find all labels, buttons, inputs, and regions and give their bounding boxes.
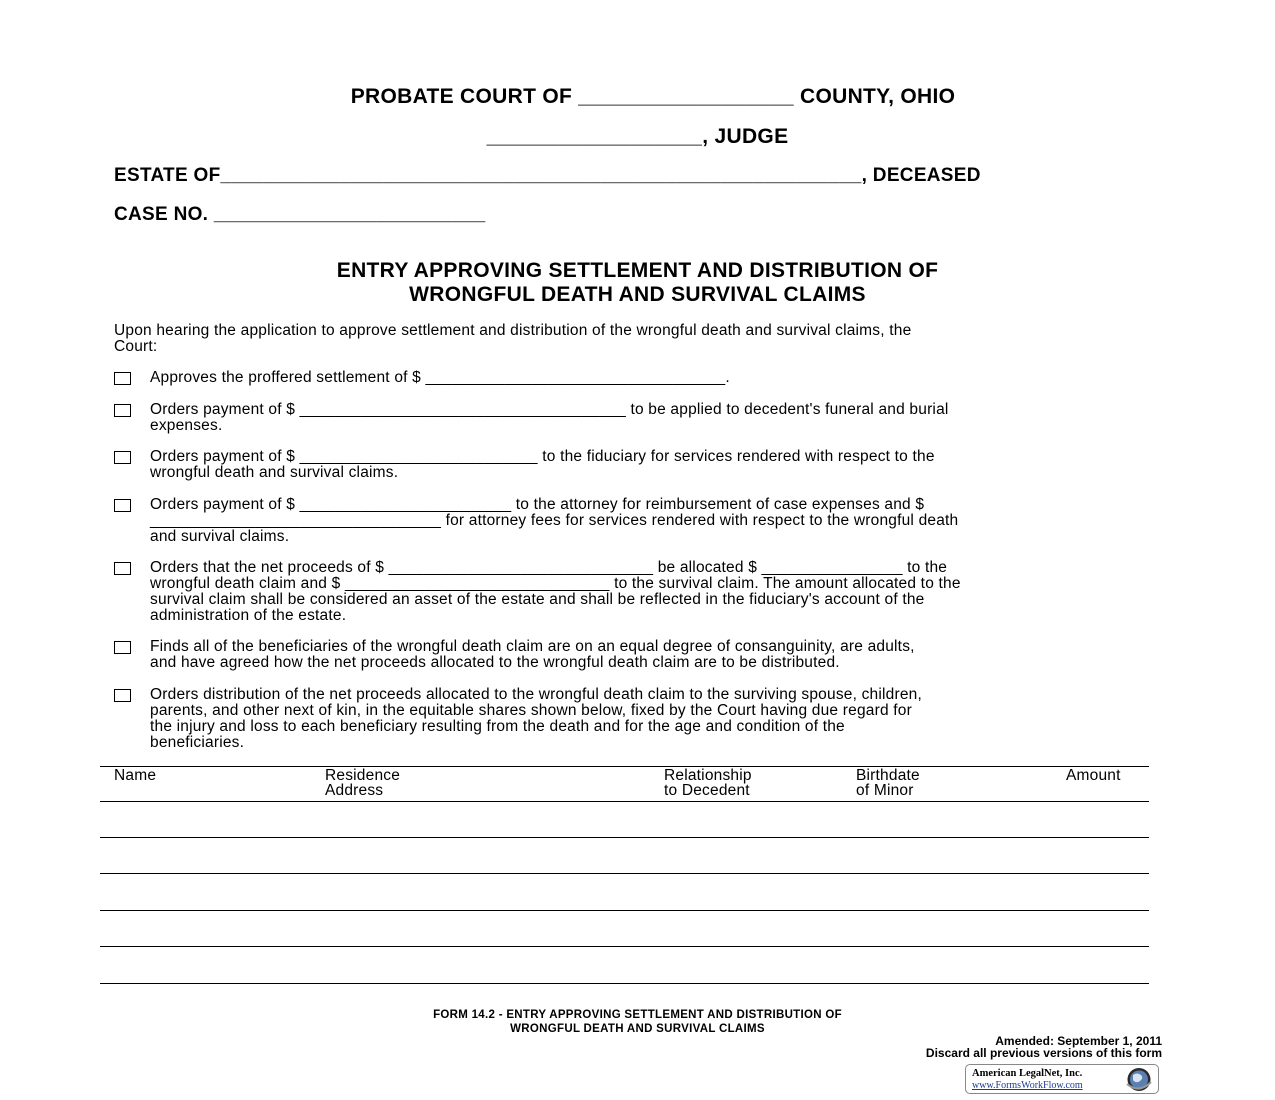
item-line: expenses. <box>150 417 223 434</box>
item-beneficiaries-agreement <box>150 639 1160 671</box>
footer-line-2: WRONGFUL DEATH AND SURVIVAL CLAIMS <box>510 1023 765 1035</box>
footer-line-1: FORM 14.2 - ENTRY APPROVING SETTLEMENT AND DISTRIBUTION OF <box>433 1009 842 1021</box>
item-line: survival claim shall be considered an asset of the estate and shall be reflected in the fiduciary's account of the <box>150 591 925 608</box>
amended-date: Amended: September 1, 2011 <box>995 1034 1162 1048</box>
item-line: Orders payment of $ ___________________________ to the fiduciary for services rendered with respect to the <box>150 448 935 465</box>
item-line: administration of the estate. <box>150 607 347 624</box>
checkbox-fiduciary-payment[interactable] <box>114 451 131 464</box>
col-header-birthdate-1: Birthdate <box>856 767 920 784</box>
item-line: Approves the proffered settlement of $ __________________________________. <box>150 369 730 386</box>
col-header-relationship-2: to Decedent <box>664 782 750 799</box>
case-number-line: CASE NO. _________________________ <box>114 204 486 225</box>
intro-line-1: Upon hearing the application to approve settlement and distribution of the wrongful death and survival claims, the <box>114 322 912 339</box>
table-top-rule <box>100 766 1149 767</box>
table-row[interactable] <box>100 983 1149 984</box>
col-header-amount: Amount <box>1066 767 1121 784</box>
item-attorney-payment <box>150 497 1160 545</box>
table-row[interactable] <box>100 910 1149 911</box>
title-line-1: ENTRY APPROVING SETTLEMENT AND DISTRIBUTION OF <box>336 259 939 282</box>
item-approve-settlement <box>150 370 1160 386</box>
checkbox-net-proceeds[interactable] <box>114 562 131 575</box>
court-line: PROBATE COURT OF __________________ COUNTY, OHIO <box>350 85 956 108</box>
intro-line-2: Court: <box>114 338 158 355</box>
logo-url[interactable]: www.FormsWorkFlow.com <box>972 1080 1083 1091</box>
discard-notice: Discard all previous versions of this form <box>925 1046 1162 1060</box>
col-header-residence-2: Address <box>325 782 384 799</box>
globe-icon <box>1121 1066 1155 1093</box>
table-row[interactable] <box>100 946 1149 947</box>
item-distribution-order <box>150 687 1160 751</box>
col-header-residence-1: Residence <box>325 767 401 784</box>
intro-paragraph <box>114 323 1164 355</box>
col-header-birthdate <box>856 768 920 798</box>
item-line: beneficiaries. <box>150 734 245 751</box>
item-net-proceeds <box>150 560 1160 624</box>
col-header-name: Name <box>114 767 157 784</box>
document-title <box>0 259 1275 307</box>
item-line: and survival claims. <box>150 528 290 545</box>
checkbox-distribution-order[interactable] <box>114 689 131 702</box>
item-line: Orders that the net proceeds of $ ______________________________ be allocated $ ________________ to the <box>150 559 948 576</box>
table-row[interactable] <box>100 873 1149 874</box>
item-line: Orders payment of $ _____________________________________ to be applied to decedent's funeral and burial <box>150 401 949 418</box>
table-row[interactable] <box>100 837 1149 838</box>
table-header-rule <box>100 801 1149 802</box>
checkbox-approve-settlement[interactable] <box>114 372 131 385</box>
form-footer-title <box>0 1008 1275 1036</box>
judge-line: __________________, JUDGE <box>486 125 789 148</box>
item-line: wrongful death claim and $ ______________________________ to the survival claim. The amount allocated to the <box>150 575 961 592</box>
item-line: Orders distribution of the net proceeds allocated to the wrongful death claim to the surviving spouse, children, <box>150 686 922 703</box>
col-header-birthdate-2: of Minor <box>856 782 914 799</box>
estate-line: ESTATE OF___________________________________________________________, DECEASED <box>114 165 981 186</box>
item-funeral-expenses <box>150 402 1160 434</box>
checkbox-attorney-payment[interactable] <box>114 499 131 512</box>
item-line: wrongful death and survival claims. <box>150 464 399 481</box>
item-line: _________________________________ for attorney fees for services rendered with respect to the wrongful death <box>150 512 959 529</box>
checkbox-beneficiaries-agreement[interactable] <box>114 641 131 654</box>
item-line: parents, and other next of kin, in the equitable shares shown below, fixed by the Court having due regard for <box>150 702 912 719</box>
item-line: Orders payment of $ ________________________ to the attorney for reimbursement of case expenses and $ <box>150 496 925 513</box>
col-header-relationship-1: Relationship <box>664 767 752 784</box>
col-header-residence <box>325 768 400 798</box>
legalnet-logo[interactable] <box>965 1064 1159 1094</box>
item-fiduciary-payment <box>150 449 1160 481</box>
logo-company: American LegalNet, Inc. <box>972 1068 1083 1079</box>
checkbox-funeral-expenses[interactable] <box>114 404 131 417</box>
item-line: Finds all of the beneficiaries of the wrongful death claim are on an equal degree of consanguinity, are adults, <box>150 638 915 655</box>
item-line: and have agreed how the net proceeds allocated to the wrongful death claim are to be distributed. <box>150 654 840 671</box>
item-line: the injury and loss to each beneficiary resulting from the death and for the age and condition of the <box>150 718 845 735</box>
title-line-2: WRONGFUL DEATH AND SURVIVAL CLAIMS <box>409 283 866 306</box>
col-header-relationship <box>664 768 752 798</box>
